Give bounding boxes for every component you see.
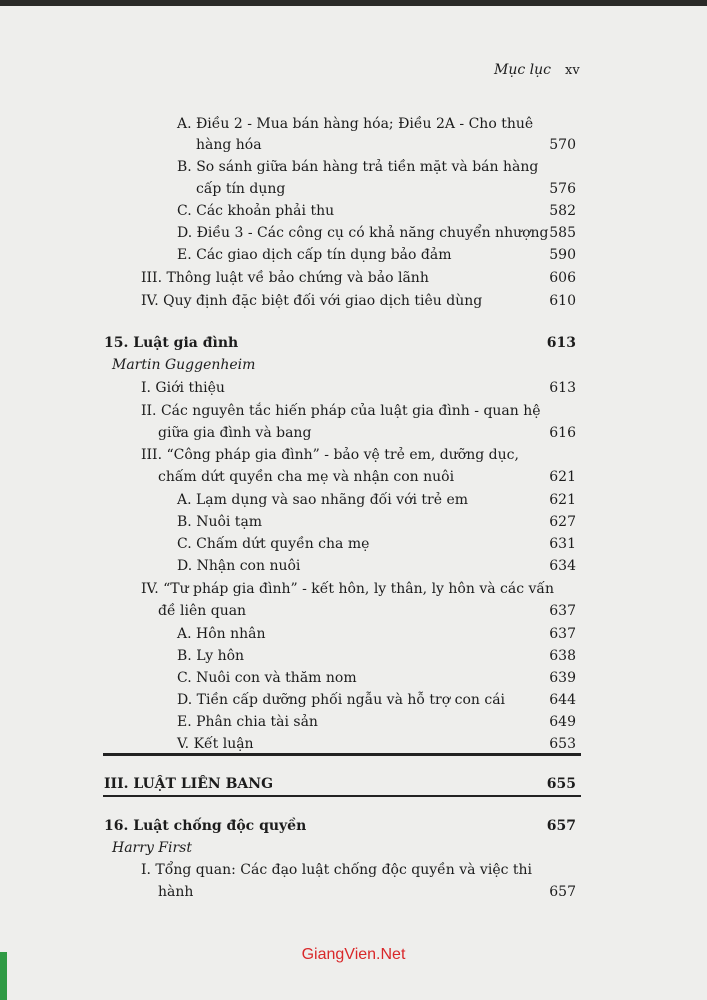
toc-entry-page: 627: [549, 514, 576, 530]
watermark: GiangVien.Net: [301, 946, 406, 963]
toc-entry: [0, 600, 707, 622]
section-rule-bottom: [103, 795, 581, 797]
toc-entry-title: chấm dứt quyền cha mẹ và nhận con nuôi: [158, 469, 455, 485]
toc-entry-page: 616: [549, 425, 576, 441]
toc-entry-title: III. LUẬT LIÊN BANG: [104, 776, 274, 792]
toc-entry: [0, 422, 707, 444]
toc-entry-page: 639: [549, 670, 576, 686]
toc-entry: [0, 200, 707, 222]
toc-entry-title: B. Ly hôn: [177, 648, 245, 664]
toc-entry-title: II. Các nguyên tắc hiến pháp của luật gia đình - quan hệ: [141, 403, 541, 419]
page-top-edge: [0, 0, 707, 6]
toc-entry-title: A. Điều 2 - Mua bán hàng hóa; Điều 2A - Cho thuê: [177, 116, 534, 132]
toc-entry: [0, 156, 707, 178]
toc-entry-page: 613: [549, 380, 576, 396]
toc-entry: [0, 623, 707, 645]
toc-entry-title: B. Nuôi tạm: [177, 514, 263, 530]
toc-entry-page: 649: [549, 714, 576, 730]
toc-entry-title: B. So sánh giữa bán hàng trả tiền mặt và bán hàng: [177, 159, 539, 175]
toc-entry-page: 637: [549, 603, 576, 619]
toc-entry-title: E. Phân chia tài sản: [177, 714, 318, 730]
toc-entry-title: D. Nhận con nuôi: [177, 558, 301, 574]
toc-entry: [0, 859, 707, 881]
toc-entry: [0, 267, 707, 289]
toc-entry-title: Harry First: [112, 840, 192, 856]
toc-entry: [0, 511, 707, 533]
toc-entry: [0, 113, 707, 135]
toc-entry-page: 613: [546, 335, 576, 351]
toc-entry: [0, 645, 707, 667]
toc-entry-page: 644: [549, 692, 576, 708]
toc-entry: [0, 689, 707, 711]
toc-entry: [0, 134, 707, 156]
header-page-number: xv: [564, 63, 580, 78]
toc-entry: [0, 578, 707, 600]
toc-entry-page: 637: [549, 626, 576, 642]
toc-entry: [0, 489, 707, 511]
toc-entry: [0, 711, 707, 733]
toc-entry: [0, 290, 707, 312]
toc-entry-page: 653: [549, 736, 576, 752]
chapter-author: [0, 354, 707, 376]
toc-entry-title: V. Kết luận: [177, 736, 254, 752]
chapter-author: [0, 837, 707, 859]
toc-entry-page: 655: [546, 776, 576, 792]
toc-entry-title: hành: [158, 884, 194, 900]
toc-entry-title: IV. Quy định đặc biệt đối với giao dịch tiêu dùng: [141, 293, 483, 309]
toc-entry-title: giữa gia đình và bang: [158, 425, 312, 441]
toc-entry-page: 610: [549, 293, 576, 309]
toc-entry-page: 638: [549, 648, 576, 664]
toc-entry-title: D. Điều 3 - Các công cụ có khả năng chuyển nhượng: [177, 225, 549, 241]
toc-entry-title: C. Các khoản phải thu: [177, 203, 335, 219]
toc-entry: [0, 400, 707, 422]
toc-entry-title: D. Tiền cấp dưỡng phối ngẫu và hỗ trợ con cái: [177, 692, 506, 708]
toc-entry-title: Martin Guggenheim: [112, 357, 256, 373]
toc-entry-title: III. Thông luật về bảo chứng và bảo lãnh: [141, 270, 429, 286]
toc-entry-page: 576: [549, 181, 576, 197]
chapter-heading: [0, 815, 707, 837]
toc-entry: [0, 178, 707, 200]
toc-entry-page: 631: [549, 536, 576, 552]
toc-entry-title: 16. Luật chống độc quyền: [104, 818, 307, 834]
toc-entry-title: III. “Công pháp gia đình” - bảo vệ trẻ em, dưỡng dục,: [141, 447, 519, 463]
toc-entry-page: 606: [549, 270, 576, 286]
toc-entry: [0, 881, 707, 903]
toc-entry-title: C. Chấm dứt quyền cha mẹ: [177, 536, 370, 552]
chapter-heading: [0, 332, 707, 354]
toc-entry-title: IV. “Tư pháp gia đình” - kết hôn, ly thân, ly hôn và các vấn: [141, 581, 555, 597]
part-heading: [0, 773, 707, 795]
toc-entry: [0, 533, 707, 555]
toc-entry-page: 590: [549, 247, 576, 263]
toc-entry: [0, 667, 707, 689]
toc-entry: [0, 244, 707, 266]
toc-entry-title: 15. Luật gia đình: [104, 335, 239, 351]
toc-entry-title: A. Lạm dụng và sao nhãng đối với trẻ em: [177, 492, 469, 508]
toc-entry-title: C. Nuôi con và thăm nom: [177, 670, 357, 686]
toc-entry-page: 570: [549, 137, 576, 153]
toc-entry-title: E. Các giao dịch cấp tín dụng bảo đảm: [177, 247, 452, 263]
toc-entry-page: 657: [549, 884, 576, 900]
toc-entry: [0, 377, 707, 399]
toc-entry: [0, 555, 707, 577]
toc-entry-title: cấp tín dụng: [196, 181, 286, 197]
toc-entry-page: 585: [549, 225, 576, 241]
toc-entry-title: I. Tổng quan: Các đạo luật chống độc quyền và việc thi: [141, 862, 533, 878]
toc-entry-page: 657: [546, 818, 576, 834]
toc-entry-page: 621: [549, 492, 576, 508]
section-rule-top: [103, 753, 581, 756]
toc-entry-title: đề liên quan: [158, 603, 247, 619]
toc-entry-page: 621: [549, 469, 576, 485]
running-header: [494, 62, 580, 78]
toc-entry-page: 582: [549, 203, 576, 219]
toc-entry: [0, 733, 707, 755]
toc-entry: [0, 466, 707, 488]
header-title: Mục lục: [494, 62, 551, 78]
toc-entry: [0, 444, 707, 466]
toc-entry-title: A. Hôn nhân: [177, 626, 266, 642]
toc-entry-title: hàng hóa: [196, 137, 262, 153]
toc-entry-page: 634: [549, 558, 576, 574]
toc-entry: [0, 222, 707, 244]
toc-entry-title: I. Giới thiệu: [141, 380, 225, 396]
